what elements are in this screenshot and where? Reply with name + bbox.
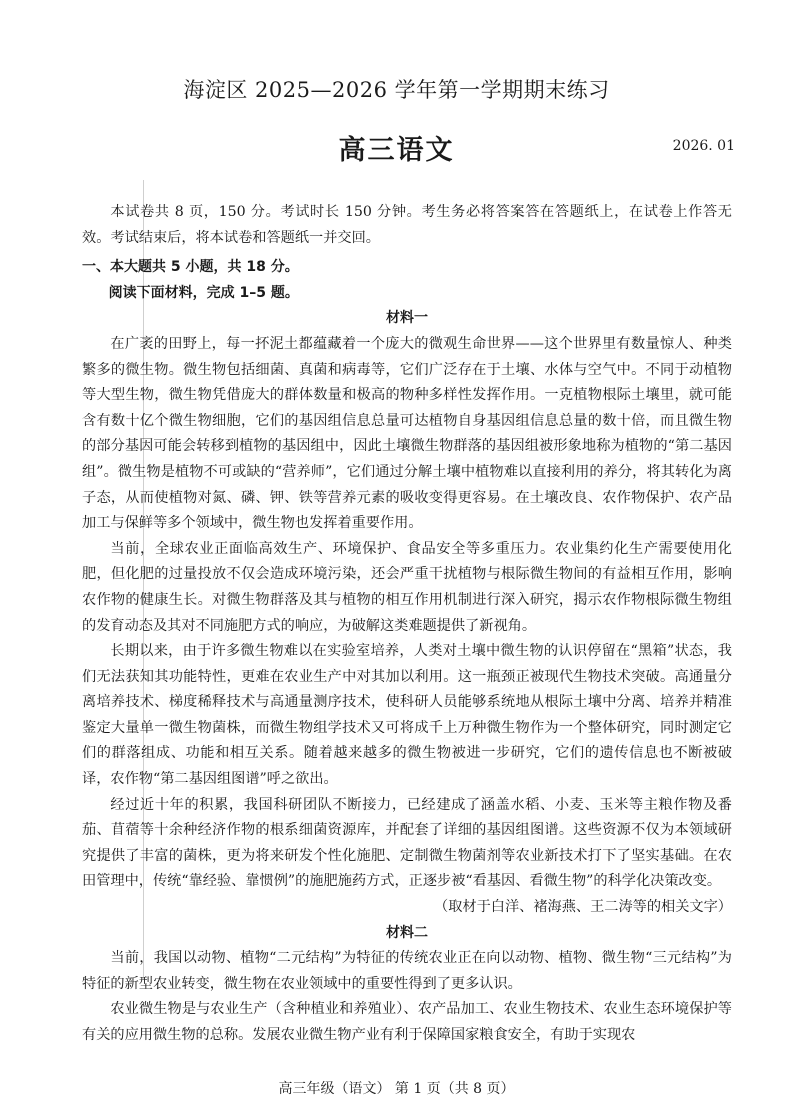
material-two-paragraph: 农业微生物是与农业生产（含种植业和养殖业）、农产品加工、农业生物技术、农业生态环境保护等有关的应用微生物的总称。发展农业微生物产业有利于保障国家粮食安全，有助于实现农 <box>82 1001 732 1043</box>
material-one-title: 材料一 <box>386 310 428 327</box>
material-one-paragraph: 经过近十年的积累，我国科研团队不断接力，已经建成了涵盖水稻、小麦、玉米等主粮作物及番茄、苜蓿等十余种经济作物的根系细菌资源库，并配套了详细的基因组图谱。这些资源不仅为本领域研究提供了丰富的菌株，更为将来研发个性化施肥、定制微生物菌剂等农业新技术打下了坚实基础。在农田管理中，传统“靠经验、靠惯例”的施肥施药方式，正逐步被“看基因、看微生物”的科学化决策改变。 <box>82 796 732 890</box>
material-one-paragraph: 当前，全球农业正面临高效生产、环境保护、食品安全等多重压力。农业集约化生产需要使用化肥，但化肥的过量投放不仅会造成环境污染，还会严重干扰植物与根际微生物间的有益相互作用，影响农作物的健康生长。对微生物群落及其与植物的相互作用机制进行深入研究，揭示农作物根际微生物组的发育动态及其对不同施肥方式的响应，为破解这类难题提供了新视角。 <box>82 540 732 634</box>
exam-title: 海淀区 2025—2026 学年第一学期期末练习 <box>183 78 610 102</box>
subject-title: 高三语文 <box>338 135 455 166</box>
exam-body <box>82 200 732 1049</box>
material-two-title: 材料二 <box>386 924 428 941</box>
material-one-source: （取材于白洋、褚海燕、王二涛等的相关文字） <box>434 899 732 916</box>
page-footer: 高三年级（语文） 第 1 页（共 8 页） <box>278 1081 515 1097</box>
material-two-paragraph: 当前，我国以动物、植物“二元结构”为特征的传统农业正在向以动物、植物、微生物“三元结构”为特征的新型农业转变，微生物在农业领域中的重要性得到了更多认识。 <box>82 950 732 992</box>
section-heading: 一、本大题共 5 小题，共 18 分。 <box>82 259 299 276</box>
material-one-paragraph: 在广袤的田野上，每一抔泥土都蕴藏着一个庞大的微观生命世界——这个世界里有数量惊人、种类繁多的微生物。微生物包括细菌、真菌和病毒等，它们广泛存在于土壤、水体与空气中。不同于动植物等大型生物，微生物凭借庞大的群体数量和极高的物种多样性发挥作用。一克植物根际土壤里，就可能含有数十亿个微生物细胞，它们的基因组信息总量可达植物自身基因组信息总量的数十倍，而且微生物的部分基因可能会转移到植物的基因组中，因此土壤微生物群落的基因组被形象地称为植物的“第二基因组”。微生物是植物不可或缺的“营养师”，它们通过分解土壤中植物难以直接利用的养分，将其转化为离子态，从而使植物对氮、磷、钾、铁等营养元素的吸收变得更容易。在土壤改良、农作物保护、农产品加工与保鲜等多个领域中，微生物也发挥着重要作用。 <box>82 335 732 532</box>
instructions: 本试卷共 8 页，150 分。考试时长 150 分钟。考生务必将答案答在答题纸上，在试卷上作答无效。考试结束后，将本试卷和答题纸一并交回。 <box>82 204 732 246</box>
section-prompt: 阅读下面材料，完成 1–5 题。 <box>108 284 299 301</box>
exam-date: 2026. 01 <box>672 138 735 154</box>
material-one-paragraph: 长期以来，由于许多微生物难以在实验室培养，人类对土壤中微生物的认识停留在“黑箱”状态，我们无法获知其功能特性，更难在农业生产中对其加以利用。这一瓶颈正被现代生物技术突破。高通量分离培养技术、梯度稀释技术与高通量测序技术，使科研人员能够系统地从根际土壤中分离、培养并精准鉴定大量单一微生物菌株，而微生物组学技术又可将成千上万种微生物作为一个整体研究，同时测定它们的群落组成、功能和相互关系。随着越来越多的微生物被进一步研究，它们的遗传信息也不断被破译，农作物“第二基因组图谱”呼之欲出。 <box>82 643 732 788</box>
